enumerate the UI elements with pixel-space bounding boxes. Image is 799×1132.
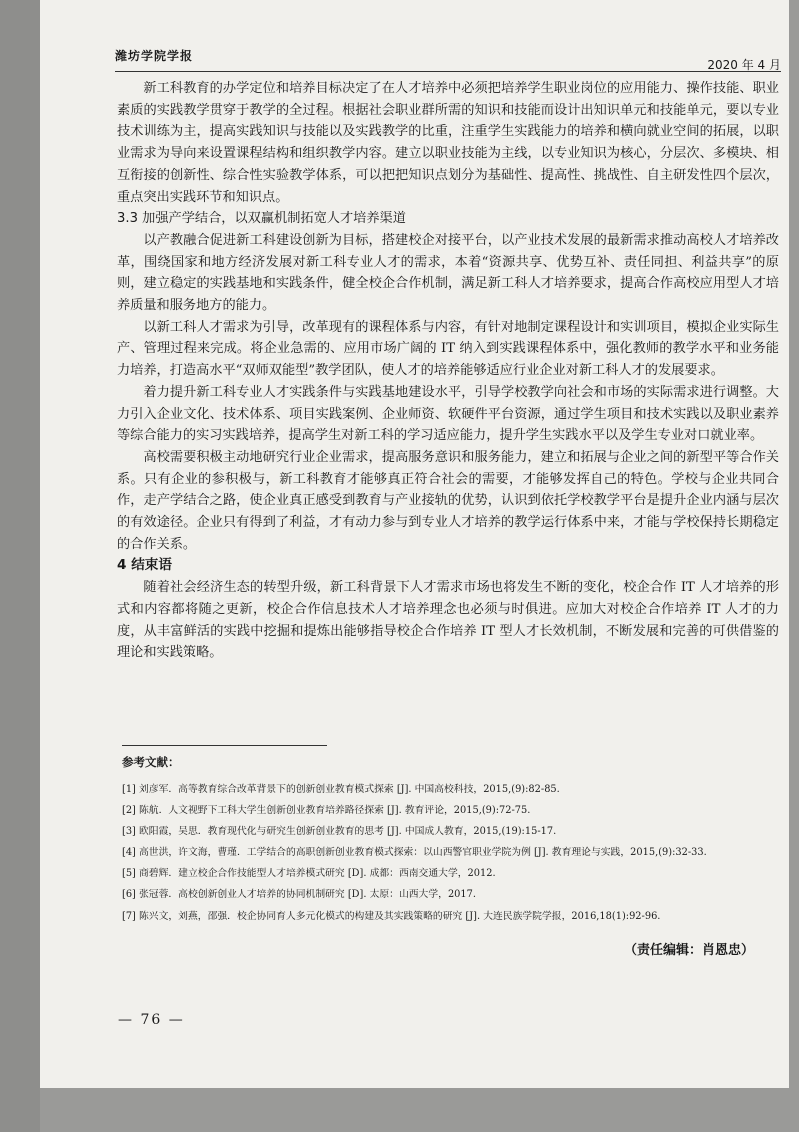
- reference-item: [3] 欧阳霞，吴思．教育现代化与研究生创新创业教育的思考 [J]. 中国成人教育，2015,(19):15-17.: [122, 826, 557, 838]
- paragraph: 高校需要积极主动地研究行业企业需求，提高服务意识和服务能力，建立和拓展与企业之间的新型平等合作关系。只有企业的参积极与，新工科教育才能够真正符合社会的需要，才能够发挥自己的特色。学校与企业共同合作，走产学结合之路，使企业真正感受到教育与产业接轨的优势，认识到依托学校教学平台是提升企业内涵与层次的有效途径。企业只有得到了利益，才有动力参与到专业人才培养的教学运行体系中来，才能与学校保持长期稳定的合作关系。: [117, 449, 779, 552]
- paragraph: 着力提升新工科专业人才实践条件与实践基地建设水平，引导学校教学向社会和市场的实际需求进行调整。大力引入企业文化、技术体系、项目实践案例、企业师资、软硬件平台资源，通过学生项目和技术实践以及职业素养等综合能力的实习实践培养，提高学生对新工科的学习适应能力，提升学生实践水平以及学生专业对口就业率。: [117, 384, 779, 444]
- reference-item: [4] 高世洪，许文海，曹瑾．工学结合的高职创新创业教育模式探索：以山西警官职业学院为例 [J]. 教育理论与实践，2015,(9):32-33.: [122, 847, 707, 859]
- reference-item: [6] 张冠蓉．高校创新创业人才培养的协同机制研究 [D]. 太原：山西大学，2017.: [122, 889, 476, 901]
- page-number: — 76 —: [118, 1012, 185, 1028]
- scan-edge: [0, 0, 40, 1132]
- reference-item: [7] 陈兴文，刘燕，邵强．校企协同育人多元化模式的构建及其实践策略的研究 [J]. 大连民族学院学报，2016,18(1):92-96.: [122, 910, 661, 922]
- references-rule: [122, 745, 327, 746]
- section-heading: 3.3 加强产学结合，以双赢机制拓宽人才培养渠道: [117, 211, 406, 227]
- issue-date: 2020 年 4 月: [707, 58, 781, 72]
- paragraph: 随着社会经济生态的转型升级，新工科背景下人才需求市场也将发生不断的变化，校企合作 IT 人才培养的形式和内容都将随之更新，校企合作信息技术人才培养理念也必须与时俱进。应加大对校企合作培养 IT 人才的力度，从丰富鲜活的实践中挖掘和提炼出能够指导校企合作培养 IT 型人才长效机制，不断发展和完善的可供借鉴的理论和实践策略。: [117, 580, 779, 661]
- paragraph: 以新工科人才需求为引导，改革现有的课程体系与内容，有针对地制定课程设计和实训项目，模拟企业实际生产、管理过程来完成。将企业急需的、应用市场广阔的 IT 纳入到实践课程体系中，强化教师的教学水平和业务能力培养，打造高水平“双师双能型”教学团队，使人才的培养能够适应行业企业对新工科人才的发展要求。: [117, 319, 779, 379]
- references-title: 参考文献：: [122, 755, 180, 769]
- section-heading: 4 结束语: [117, 557, 172, 574]
- reference-item: [1] 刘彦军．高等教育综合改革背景下的创新创业教育模式探索 [J]. 中国高校科技，2015,(9):82-85.: [122, 784, 560, 795]
- paragraph: 新工科教育的办学定位和培养目标决定了在人才培养中必须把培养学生职业岗位的应用能力、操作技能、职业素质的实践教学贯穿于教学的全过程。根据社会职业群所需的知识和技能而设计出知识单元和技能单元，要以专业技术训练为主，提高实践知识与技能以及实践教学的比重，注重学生实践能力的培养和横向就业空间的拓展，以职业需求为导向来设置课程结构和组织教学内容。建立以职业技能为主线，以专业知识为核心，分层次、多模块、相互衔接的创新性、综合性实验教学体系，可以把把知识点划分为基础性、提高性、挑战性、自主研发性四个层次，重点突出实践环节和知识点。: [117, 81, 779, 205]
- responsible-editor: （责任编辑：肖恩忠）: [623, 943, 754, 958]
- reference-item: [5] 商碧辉．建立校企合作技能型人才培养模式研究 [D]. 成都：西南交通大学，2012.: [122, 868, 496, 880]
- header-rule: [115, 71, 781, 72]
- journal-title: 潍坊学院学报: [115, 49, 194, 63]
- article-body: [117, 78, 779, 664]
- reference-item: [2] 陈航．人文视野下工科大学生创新创业教育培养路径探索 [J]. 教育评论，2015,(9):72-75.: [122, 805, 531, 817]
- paragraph: 以产教融合促进新工科建设创新为目标，搭建校企对接平台，以产业技术发展的最新需求推动高校人才培养改革，围绕国家和地方经济发展对新工科专业人才的需求，本着“资源共享、优势互补、责任同担、利益共享”的原则，建立稳定的实践基地和实践条件，健全校企合作机制，满足新工科人才培养要求，提高合作高校应用型人才培养质量和服务地方的能力。: [117, 232, 779, 314]
- references-list: [122, 779, 772, 927]
